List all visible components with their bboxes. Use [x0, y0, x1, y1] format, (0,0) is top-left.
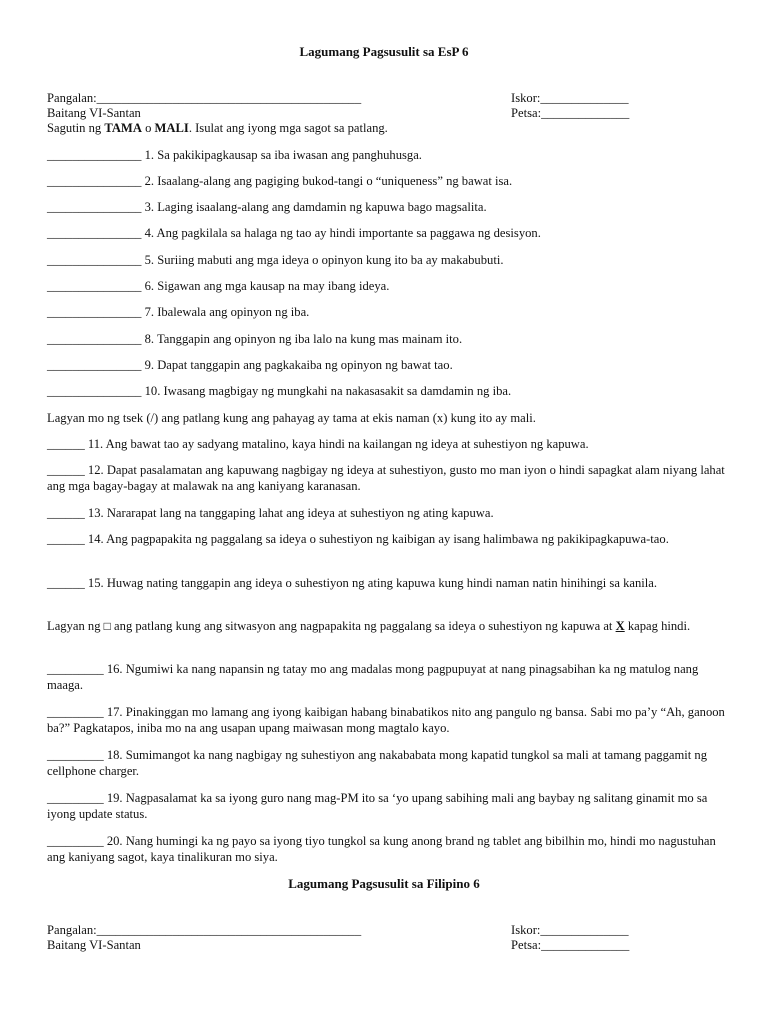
esp-title: Lagumang Pagsusulit sa EsP 6	[299, 44, 469, 59]
question-item: _________ 17. Pinakinggan mo lamang ang iyong kaibigan habang binabatikos nito ang pangulo ng bansa. Sabi mo pa’y “Ah, ganoon ba?” Pagkatapos, iniba mo na ang usapan upang maiwasan mong magtalo kayo.	[47, 705, 725, 735]
question-item: _______________ 1. Sa pakikipagkausap sa iba iwasan ang panghuhusga.	[47, 148, 422, 162]
instruction-tama-mali: Sagutin ng TAMA o MALI. Isulat ang iyong mga sagot sa patlang.	[47, 121, 388, 135]
question-item: _________ 20. Nang humingi ka ng payo sa iyong tiyo tungkol sa kung anong brand ng tablet ang bibilhin mo, hindi mo nagustuhan ang kaniyang sagot, kaya tinalikuran mo siya.	[47, 834, 716, 864]
instruction-box-x: Lagyan ng □ ang patlang kung ang sitwasyon ang nagpapakita ng paggalang sa ideya o suhestiyon ng kapuwa at X kapag hindi.	[47, 619, 691, 633]
question-item: _______________ 6. Sigawan ang mga kausap na may ibang ideya.	[47, 279, 390, 293]
esp-iskor-field: Iskor:______________	[511, 91, 629, 105]
filipino-title: Lagumang Pagsusulit sa Filipino 6	[288, 876, 480, 891]
esp-pangalan-field: Pangalan:__________________________________________	[47, 91, 362, 105]
question-item: _________ 16. Ngumiwi ka nang napansin ng tatay mo ang madalas mong pagpupuyat at nang pinagsabihan ka ng matulog nang maaga.	[47, 662, 699, 692]
fil-petsa-field: Petsa:______________	[511, 938, 630, 952]
fil-pangalan-field: Pangalan:__________________________________________	[47, 923, 362, 937]
esp-petsa-field: Petsa:______________	[511, 106, 630, 120]
question-item: ______ 15. Huwag nating tanggapin ang ideya o suhestiyon ng ating kapuwa kung hindi naman natin hinihingi sa kanila.	[47, 576, 657, 590]
question-item: ______ 14. Ang pagpapakita ng paggalang sa ideya o suhestiyon ng kaibigan ay isang halimbawa ng pakikipagkapuwa-tao.	[47, 532, 669, 546]
question-item: _______________ 9. Dapat tanggapin ang pagkakaiba ng opinyon ng bawat tao.	[47, 358, 453, 372]
question-item: ______ 11. Ang bawat tao ay sadyang matalino, kaya hindi na kailangan ng ideya at suhestiyon ng kapuwa.	[47, 437, 589, 451]
question-item: _______________ 7. Ibalewala ang opinyon ng iba.	[47, 305, 310, 319]
instruction-tsek-ekis: Lagyan mo ng tsek (/) ang patlang kung ang pahayag ay tama at ekis naman (x) kung ito ay mali.	[47, 411, 536, 425]
question-item: ______ 12. Dapat pasalamatan ang kapuwang nagbigay ng ideya at suhestiyon, gusto mo man iyon o hindi sapagkat alam niyang lahat ang mga bagay-bagay at malawak na ang kaniyang karanasan.	[47, 463, 725, 493]
question-item: _______________ 3. Laging isaalang-alang ang damdamin ng kapuwa bago magsalita.	[47, 200, 487, 214]
fil-iskor-field: Iskor:______________	[511, 923, 629, 937]
esp-baitang: Baitang VI-Santan	[47, 106, 141, 120]
question-item: ______ 13. Nararapat lang na tanggaping lahat ang ideya at suhestiyon ng ating kapuwa.	[47, 506, 494, 520]
question-item: _______________ 10. Iwasang magbigay ng mungkahi na nakasasakit sa damdamin ng iba.	[47, 384, 512, 398]
question-item: _______________ 2. Isaalang-alang ang pagiging bukod-tangi o “uniqueness” ng bawat isa.	[47, 174, 513, 188]
question-item: _________ 19. Nagpasalamat ka sa iyong guro nang mag-PM ito sa ‘yo upang sabihing mali ang baybay ng salitang ginamit mo sa iyong update status.	[47, 791, 708, 821]
fil-baitang: Baitang VI-Santan	[47, 938, 141, 952]
question-item: _______________ 5. Suriing mabuti ang mga ideya o opinyon kung ito ba ay makabubuti.	[47, 253, 504, 267]
box-symbol-icon: □	[103, 619, 111, 633]
question-item: _________ 18. Sumimangot ka nang nagbigay ng suhestiyon ang nakababata mong kapatid tungkol sa mali at tamang paggamit ng cellphone charger.	[47, 748, 707, 778]
question-item: _______________ 4. Ang pagkilala sa halaga ng tao ay hindi importante sa paggawa ng desisyon.	[47, 226, 541, 240]
question-item: _______________ 8. Tanggapin ang opinyon ng iba lalo na kung mas mainam ito.	[47, 332, 463, 346]
